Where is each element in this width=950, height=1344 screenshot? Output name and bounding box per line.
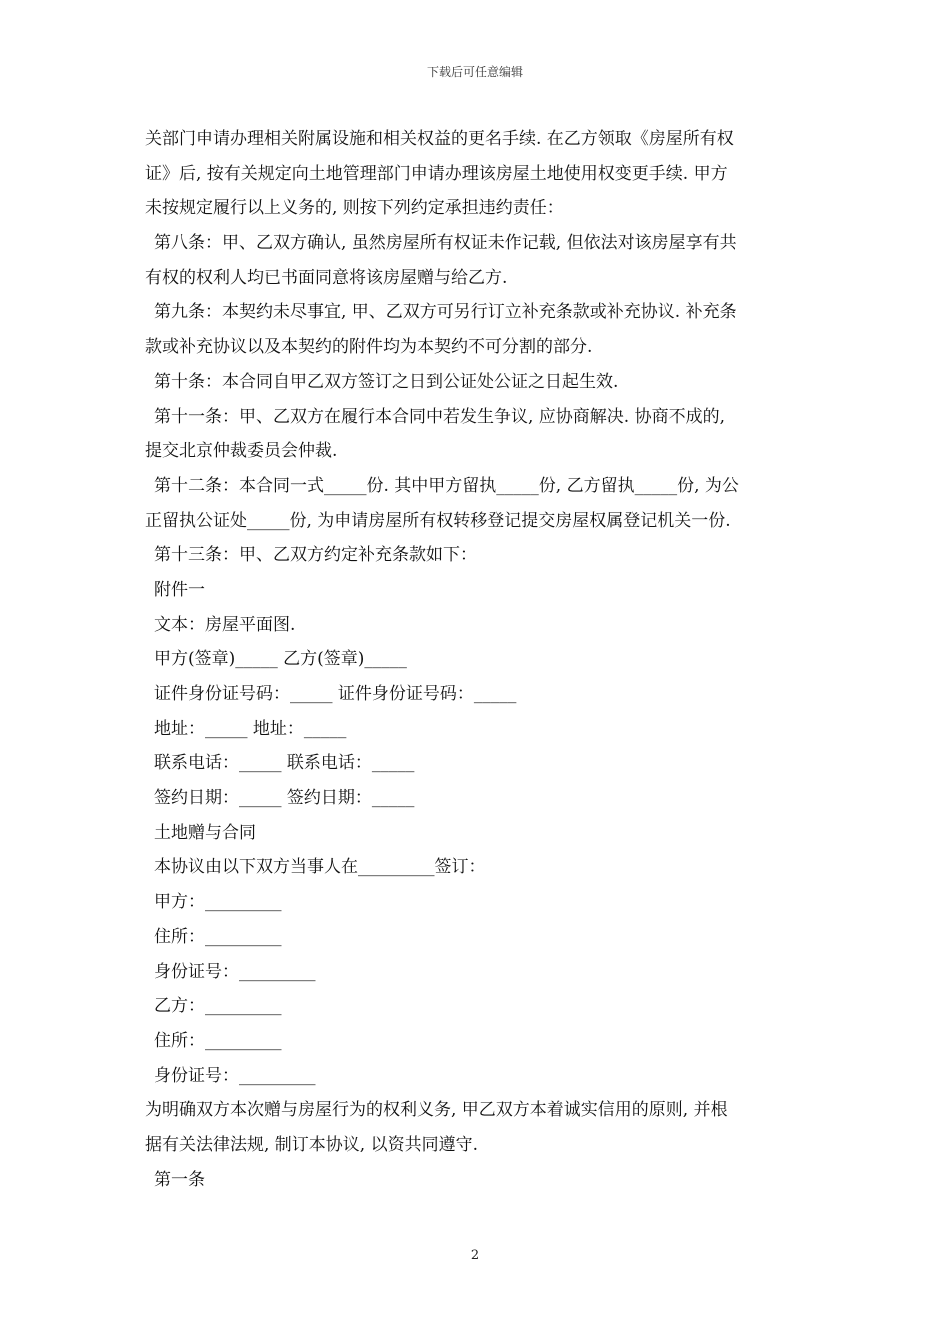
party-b-address-field: 住所：_________ [154,1030,282,1051]
paragraph-line: 关部门申请办理相关附属设施和相关权益的更名手续. 在乙方领取《房屋所有权 [145,129,734,149]
party-a-field: 甲方：_________ [154,892,282,913]
paragraph-line: 证》后, 按有关规定向土地管理部门申请办理该房屋土地使用权变更手续. 甲方 [145,163,728,184]
clause-13-line: 第十三条：甲、乙双方约定补充条款如下： [154,545,477,566]
contract-title: 土地赠与合同 [154,822,256,843]
attachment-text: 文本：房屋平面图. [154,614,296,635]
paragraph-line: 据有关法律法规, 制订本协议, 以资共同遵守. [145,1134,479,1155]
clause-11-line: 第十一条：甲、乙双方在履行本合同中若发生争议, 应协商解决. 协商不成的, [154,406,726,427]
paragraph-line: 有权的权利人均已书面同意将该房屋赠与给乙方. [145,267,508,288]
signature-line: 甲方(签章)_____ 乙方(签章)_____ [154,649,407,670]
address-line: 地址：_____ 地址：_____ [154,718,347,739]
paragraph-line: 未按规定履行以上义务的, 则按下列约定承担违约责任： [145,198,564,219]
paragraph-line: 提交北京仲裁委员会仲裁. [145,441,338,462]
clause-12-line: 第十二条：本合同一式_____份. 其中甲方留执_____份, 乙方留执_____份, 为公 [154,475,739,496]
paragraph-line: 款或补充协议以及本契约的附件均为本契约不可分割的部分. [145,337,593,358]
party-a-id-field: 身份证号：_________ [154,961,316,982]
party-b-field: 乙方：_________ [154,996,282,1017]
clause-9-line: 第九条：本契约未尽事宜, 甲、乙双方可另行订立补充条款或补充协议. 补充条 [154,302,737,323]
page-number: 2 [470,1248,480,1263]
clause-10-line: 第十条：本合同自甲乙双方签订之日到公证处公证之日起生效. [154,371,619,392]
paragraph-line: 为明确双方本次赠与房屋行为的权利义务, 甲乙双方本着诚实信用的原则, 并根 [145,1100,728,1121]
document-body [145,122,810,1197]
phone-line: 联系电话：_____ 联系电话：_____ [154,753,415,774]
party-a-address-field: 住所：_________ [154,926,282,947]
agreement-intro: 本协议由以下双方当事人在_________签订： [154,857,486,878]
article-1-heading: 第一条 [154,1169,205,1190]
sign-date-line: 签约日期：_____ 签约日期：_____ [154,788,415,809]
attachment-heading: 附件一 [154,579,205,600]
id-number-line: 证件身份证号码：_____ 证件身份证号码：_____ [154,684,517,704]
clause-8-line: 第八条：甲、乙双方确认, 虽然房屋所有权证未作记载, 但依法对该房屋享有共 [154,233,737,254]
page-header: 下载后可任意编辑 [426,65,523,79]
paragraph-line: 正留执公证处_____份, 为申请房屋所有权转移登记提交房屋权属登记机关一份. [145,510,731,531]
party-b-id-field: 身份证号：_________ [154,1065,316,1086]
